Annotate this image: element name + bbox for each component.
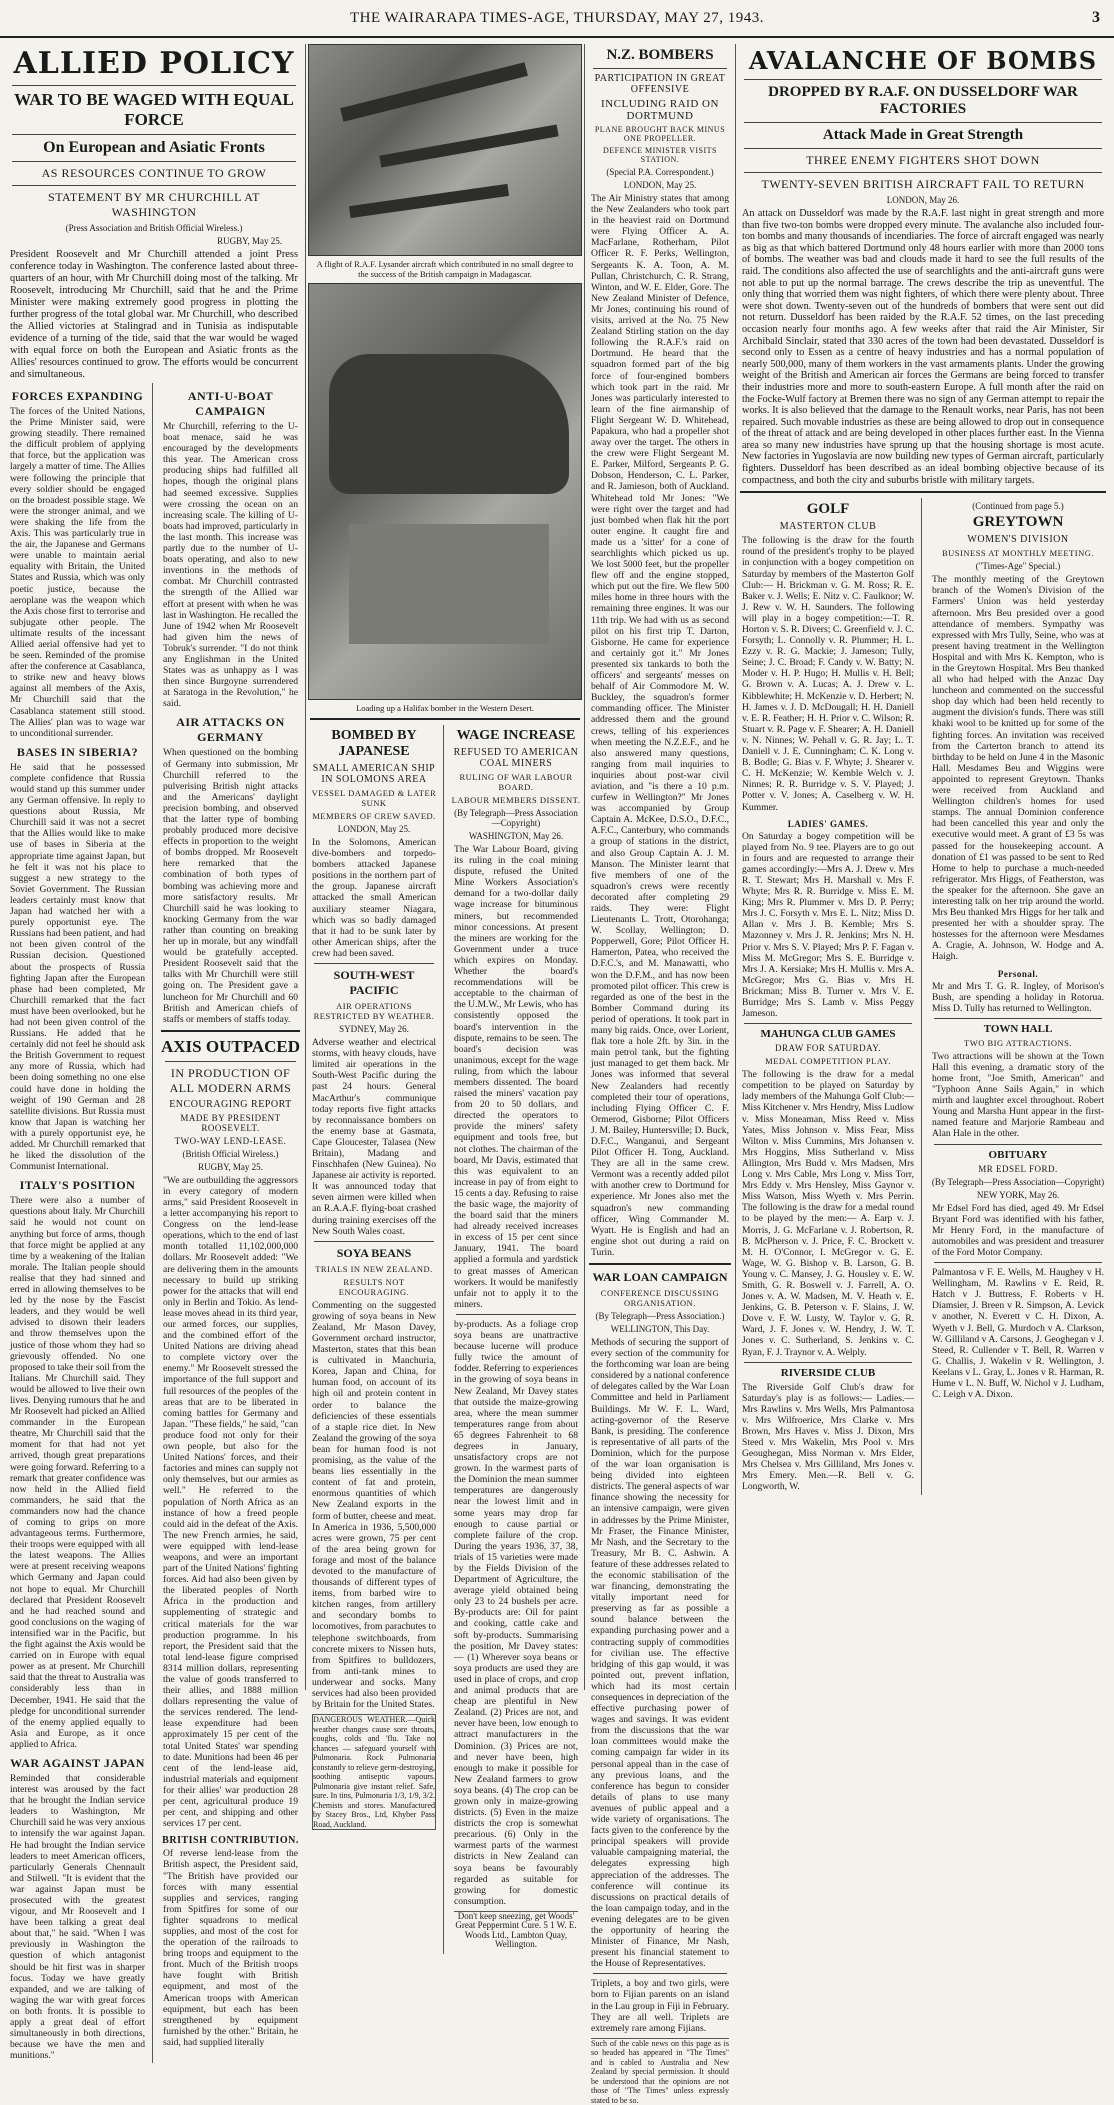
avalanche-dateline: LONDON, May 26. <box>886 195 960 205</box>
nz-bombers-article <box>587 44 733 2105</box>
lysander-photo <box>308 44 582 256</box>
avalanche-sub4: TWENTY-SEVEN BRITISH AIRCRAFT FAIL TO RETURN <box>761 177 1085 191</box>
avalanche-head: AVALANCHE OF BOMBS <box>748 46 1098 75</box>
greytown-head: GREYTOWN <box>972 514 1064 531</box>
greytown-body: The monthly meeting of the Greytown branch of the Women's Division of the Farmers' Union was held yesterday afternoon. Mrs Beu presided over a good attendance of members. Sympathy was expressed with Mrs Tully, Seine, who was at present having treatment in the Wellington Hospital and with Mrs K. Kempton, who is in the Greytown Hospital. Mrs Beu thanked all who had helped with the Anzac Day luncheon and commented on the successful shop day which had been held recently to augment the division's funds. There was still khaki wool to be knitted up for some of the fighting forces. An invitation was received from the Carterton branch to attend its birthday to be held on June 4 in the Masonic Hall. Mesdames Beu and Wiggins were appointed to represent Greytown. Thanks were received from Auckland and Wellington children's homes for used stamps. The annual Dominion conference had been cancelled this year and only the executive would meet. A grant of £3 5s was passed for the housekeeping account. A donation of £1 was passed to be sent to Red Home to help to purchase a much-needed refrigerator. Mrs Higgs, of Featherston, was the speaker for the afternoon. She gave an interesting talk on her trip around the world. Mrs Beu thanked Mrs Higgs for her talk and presented her with a shoulder spray. The hostesses for the afternoon were Mesdames A. Cragie, A. Johnson, W. Hodge and A. Haigh. <box>932 574 1104 963</box>
mahunga-body: The following is the draw for a medal competition to be played on Saturday by lady members of the Mahunga Golf Club:— Miss Kitchener v. Mrs Hendry, Miss Ludlow v. Miss Moneaman, Miss Reed v. Miss Yates, Miss Johnson v. Miss Fear, Miss Wilton v. Miss Cummins, Mrs Johansen v. Mrs Hoggins, Miss Sutherland v. Miss Allington, Mrs Budd v. Mrs Madsen, Mrs Long v. Mrs Cable, Mrs Long v. Miss Torr, Mrs Eddy v. Mrs Hensley, Miss Gaynor v. Miss Watson, Miss Wyeth v. Mrs Perrin. The following is the draw for a medal round to be played by the men:— A. Earp v. J. Morris, J. G. McFarlane v. J. Robertson, R. B. McPherson v. J. Price, F. C. Brockett v. M. H. O'Connor, I. McGregor v. G. E. Wage, W. G. Bishop v. B. Larson, G. B. Young v. C. Mansey, J. G. Housley v. E. W. Smith, G. R. Boswell v. J. Farrell, A. O. Jones v. A. W. Madsen, M. V. Heath v. E. Jenkins, G. B. Peterson v. F. Slains, J. W. Dove v. F. W. Lusty, W. Taylor v. G. R. Ward, J. F. Jones v. W. Hendry, J. W. T. Jones v. C. Sutherland, S. Jenkins v. C. Ryan, F. J. Traynor v. A. Welply. <box>742 1069 914 1358</box>
war-loan-credit: (By Telegraph—Press Association.) <box>595 1311 725 1321</box>
nz-bombers-sub4: DEFENCE MINISTER VISITS STATION. <box>602 146 718 164</box>
greytown-credit: ("Times-Age" Special.) <box>975 561 1061 572</box>
wage-sub: REFUSED TO AMERICAN COAL MINERS <box>453 747 579 769</box>
town-hall-head: TOWN HALL <box>983 1022 1053 1035</box>
obituary-sub: MR EDSEL FORD. <box>978 1163 1058 1174</box>
bombed-sub2: VESSEL DAMAGED & LATER SUNK <box>311 788 437 808</box>
italy-body: There were also a number of questions about Italy. Mr Churchill said he would not count on anything but force of arms, though that force might be applied at any time by a weakening of the Italian morale. The Italian people should realise that they had sinned and erred in allowing themselves to be led by the nose by the Fascist leaders, and they would be well advised to disown their leaders and throw themselves upon the justice of those whom they had so grievously offended. No one proposed to take their soil from the Italians. Mr Churchill said. They would be allowed to live their own lives. Denying rumours that he and Mr Roosevelt had picked an Allied commander in the European theatre, Mr Churchill said that the moment for that had not yet arrived, though great preparations were going forward. Referring to a remark that greater confidence was now held in the Allied field commanders, he said that the commanders now had the chance of coming to grips on more advantageous terms. Furthermore, their troops were equipped with all the latest weapons. The Allies were at present receiving weapons which Germany and Japan could not hope to equal. Mr Churchill declared that President Roosevelt and he had reached sound and good conclusions on the waging of intensified war in the Pacific, but the fight against the Axis would be carried on in Europe with equal power as at present. Mr Churchill said that the threat to Australia was considerably less than in December, 1941. He said that the pledge for unconditional surrender of the enemy applied equally to Asia and Europe, as it once applied to Africa. <box>10 1195 145 1750</box>
soya-continued-body: by-products. As a foliage crop soya beans are unattractive because lucerne will produce fully twice the amount of fodder. Referring to experiences in the growing of soya beans in New Zealand, Mr Davey states that outside the maize-growing area, where the mean summer temperatures range from about 65 degrees Fahrenheit to 68 degrees in January, unsatisfactory crops are not grown. In the warmest parts of the Dominion the mean summer temperatures are dangerously near the lowest limit and in some years may drop far enough to cause partial or complete failure of the crop. During the years 1936, 37, 38, trials of 15 varieties were made by the Fields Division of the Department of Agriculture, the average yield obtained being only 23 to 24 bushels per acre. By-products are: Oil for paint and cooking, cattle cake and soft by-products. Summarising the position, Mr Davey states:— (1) Wherever soya beans or soya products are used they are used in place of crops, and crop and animal products that are cheap are plentiful in New Zealand. (2) Prices are not, and never have been, low enough to attract manufacturers in the Dominion. (3) Prices are not, and never have been, high enough to make it possible for New Zealand farmers to grow soya beans. (4) The crop can be grown only in maize-growing districts. (5) Even in the maize districts the crop is somewhat precarious. (6) Only in the warmest parts of the warmest districts in New Zealand can soya beans be favourably regarded as suitable for growing for domestic consumption. <box>454 1318 578 1907</box>
wage-sub3: LABOUR MEMBERS DISSENT. <box>451 795 581 805</box>
ladies-body: On Saturday a bogey competition will be played from No. 9 tee. Players are to go out in fours and are requested to arrange their games accordingly:—Mrs A. J. Drew v. Mrs R. T. Stewart; Mrs H. Marshall v. Mrs F. Whyte; Mrs R. R. Burridge v. Miss E. M. King; Mrs R. Plummer v. Mrs D. P. Perry; Mrs J. C. Forsyth v. Mrs E. L. Nitz; Miss D. Allan v. Mrs J. B. Kemble; Mrs S. Mazonney v. Mrs J. R. Jenkins; Mrs N. H. Prior v. Mrs S. V. Played; Mrs P. F. Fagan v. Miss M. McGregor; Mrs S. E. Burridge v. Mrs J. A. Kersiake; Mrs H. Mullis v. Mrs A. McGregor; Mrs G. Bias v. Mrs H. Brickman; Miss B. Turner v. Mrs V. E. Burridge; Mrs S. Lamb v. Miss Peggy Jameson. <box>742 830 914 1020</box>
column-rule <box>735 44 736 1690</box>
allied-sub3: AS RESOURCES CONTINUE TO GROW <box>41 166 267 180</box>
axis-credit: (British Official Wireless.) <box>182 1148 279 1159</box>
photo-column <box>308 44 582 1950</box>
golf-sub: MASTERTON CLUB <box>779 521 877 533</box>
siberia-body: He said that he possessed complete confidence that Russia would stand up this summer under any German offensive. In reply to questions about Russia, Mr Churchill said it was not a secret that the Allies would like to make use of bases in Siberia at the appropriate time against Japan, but he felt it was not his place to suggest a new strategy to the Soviet Government. The Russian leaders certainly must know that Japan had watched her with a purely opportunist eye. The Russians had been patient, and had not been given control of the Russian decision. Questioned about the prospects of Russia fighting Japan after the European phase had been completed, Mr Churchill remarked that the fact must have been overlooked, but he had not been given control of the Russians. He added that he certainly did not feel he should ask the British Government to request any more of Russia, which had been doing something no one else could have done in holding the weight of 190 German and 28 satellite divisions. But Russia must know that Japan is watching her with a purely opportunist eye, he added. Mr Churchill remarked that he liked the dissolution of the Communist International. <box>10 761 145 1173</box>
mahunga-head: MAHUNGA CLUB GAMES <box>760 1028 896 1041</box>
allied-policy-article <box>6 44 302 2062</box>
bombed-sub: SMALL AMERICAN SHIP IN SOLOMONS AREA <box>312 763 436 785</box>
obituary-body: Mr Edsel Ford has died, aged 49. Mr Edsel Bryant Ford was identified with his father, Mr Henry Ford, in the manufacture of automobiles and was president and treasurer of the Ford Motor Company. <box>932 1202 1104 1258</box>
avalanche-sub3: THREE ENEMY FIGHTERS SHOT DOWN <box>806 153 1040 167</box>
swp-dateline: SYDNEY, May 26. <box>339 1024 409 1035</box>
nz-bombers-dateline: LONDON, May 25. <box>623 180 697 190</box>
halifax-photo <box>308 283 582 700</box>
bombed-head: BOMBED BY JAPANESE <box>331 728 417 759</box>
ladies-head: LADIES' GAMES. <box>787 818 869 829</box>
mahunga-sub2: MEDAL COMPETITION PLAY. <box>765 1056 891 1067</box>
obituary-credit: (By Telegraph—Press Association—Copyright) <box>931 1176 1105 1187</box>
wage-dateline: WASHINGTON, May 26. <box>468 831 564 841</box>
anti-uboat-head: ANTI-U-BOAT CAMPAIGN <box>187 389 274 418</box>
war-loan-sub: CONFERENCE DISCUSSING ORGANISATION. <box>600 1288 720 1308</box>
nz-bombers-head: N.Z. BOMBERS <box>606 47 714 63</box>
british-body: Of reverse lend-lease from the British aspect, the President said, "The British have provided our forces with many essential supplies and services, ranging from Spitfires for some of our fighter squadrons to medical supplies, and most of the cost for the operation of the railroads to bring troops and equipment to the front. Much of the British troops have fought with British equipment, and most of the American troops with American equipment, but each has been strengthened by equipment furnished by the other." Britain, he said, had supplied literally <box>163 1848 298 2048</box>
swp-sub: AIR OPERATIONS RESTRICTED BY WEATHER. <box>313 1001 435 1022</box>
bombed-sub3: MEMBERS OF CREW SAVED. <box>312 811 436 821</box>
wage-body: The War Labour Board, giving its ruling in the coal mining dispute, refused the United Mine Workers Association's demand for a two-dollar daily wage increase for bituminous miners, but recommended minor concessions. At present the miners are working for the Government under a truce which expires on Monday. Whether the board's recommendations will be acceptable to the chairman of the U.M.W., Mr Lewis, who has consistently opposed the board's intervention in the dispute, remains to be seen. The board's decision was unanimous, except for the wage ruling, from which the labour members dissented. The board raised the miners' vacation pay from 20 to 50 dollars, and directed the operators to provide the miners' safety equipment and tools free, but not clothes. The chairman of the board, Mr Davis, estimated that this was equivalent to an increase in pay of from eight to 15 cents a day. Refusing to raise the basic wage, the majority of the board said that the miners had already received increases in excess of 15 per cent since January, 1941. The board applied a formula and yardstick to great masses of American workers. It would be manifestly unfair not to apply it to the miners. <box>454 844 578 1310</box>
greytown-sub2: BUSINESS AT MONTHLY MEETING. <box>942 548 1094 559</box>
masthead <box>0 0 1114 38</box>
personal-body: Mr and Mrs T. G. R. Ingley, of Morison's Bush, are spending a holiday in Rotorua. Miss D. Tully has returned to Wellington. <box>932 980 1104 1014</box>
greytown-cont: (Continued from page 5.) <box>972 501 1064 512</box>
greytown-sub: WOMEN'S DIVISION <box>967 534 1069 546</box>
riverside-continued: Palmantosa v F. E. Wells, M. Haughey v H. Wellingham, M. Rawlins v E. Reid, R. Hatch v J. Buttress, F. Roberts v H. Diamsier, J. Breen v R. Simpson, A. Levick v another, N. Everett v C. H. Dixon, A. Wyeth v J. Bell, G. Murdoch v A. Clarkson, W. Gilliland v A. Carsons, J. Geoghegan v J. Steed, R. Cullender v T. Bell, R. Warren v G. Challis, J. Wakelin v R. Wellington, J. Keelans v L. Gray, L. Jones v R. Harman, R. Hume v L. N. Buff, W. Nichol v J. Ludham, C. Leigh v A. Dixon. <box>932 1267 1104 1401</box>
cable-note: Such of the cable news on this page as is so headed has appeared in "The Times" and is cabled to Australia and New Zealand by special permission. It should be understood that the opinions are not those of "The Times" unless expressly stated to be so. <box>591 2038 729 2105</box>
lysander-caption: A flight of R.A.F. Lysander aircraft which contributed in no small degree to the success of the British campaign in Madagascar. <box>316 259 574 279</box>
column-rule <box>584 44 585 1690</box>
allied-sub2: On European and Asiatic Fronts <box>43 139 265 156</box>
war-loan-head: WAR LOAN CAMPAIGN <box>592 1270 728 1284</box>
bombed-dateline: LONDON, May 25. <box>337 824 411 834</box>
allied-headline: ALLIED POLICY <box>13 46 295 81</box>
column-rule <box>305 44 306 1690</box>
halifax-caption: Loading up a Halifax bomber in the Western Desert. <box>356 703 534 713</box>
woods-ad: Don't keep sneezing, get Woods' Great Peppermint Cure. 5 1 W. E. Woods Ltd., Lambton Quay, Wellington. <box>455 1910 577 1950</box>
allied-dateline: RUGBY, May 25. <box>217 236 282 246</box>
personal-head: Personal. <box>997 968 1039 979</box>
page-number: 3 <box>1092 9 1100 26</box>
allied-lead: President Roosevelt and Mr Churchill attended a joint Press conference today in Washington. The conference lasted about three-quarters of an hour, with Mr Churchill doing most of the talking. Mr Roosevelt, introducing Mr Churchill, said that he and the Prime Minister were making extremely good progress in plotting the further progress of the total global war. Mr Churchill, who described the Allied victories at Stalingrad and in Tunisia as indisputable evidence of a turning of the tide, said that the war would be waged with equal force on both the European and Asiatic fronts as the Allies' resources continued to grow. The efforts would be concurrent and simultaneous. <box>10 249 298 380</box>
axis-dateline: RUGBY, May 25. <box>198 1161 263 1172</box>
anti-uboat-body: Mr Churchill, referring to the U-boat menace, said he was encouraged by the developments this year. The American cross producing ships had fulfilled all hopes, though the original plans had seemed excessive. Supplies were crossing the ocean on an increasing scale. The killing of U-boats had improved, particularly in the last month. This increase was partly due to the number of U-boats operating, and also to new inventions in the methods of combat. Mr Churchill contrasted the strength of the Allied war effort at present with when he was last in Washington. He recalled the June of 1942 when Mr Roosevelt had given him the news of Tobruk's surrender. "I do not think any Englishman in the United States was as unhappy as I was then since Burgoyne surrendered at Saratoga in the Revolution," he said. <box>163 421 298 710</box>
obituary-dateline: NEW YORK, May 26. <box>976 1189 1060 1200</box>
mahunga-sub: DRAW FOR SATURDAY. <box>775 1043 881 1054</box>
swp-body: Adverse weather and electrical storms, with heavy clouds, have limited air operations in the South-West Pacific during the past 24 hours. General MacArthur's communique today reports five fight attacks by reconnaissance bombers on the enemy base at Gasmata, Cape Gloucester, Talasea (New Britain), Madang and Finschhafen (New Guinea). No Japanese air activity is reported. It was announced today that seven airmen were killed when an R.A.A.F. flying-boat crashed during training exercises off the New South Wales coast. <box>312 1037 436 1237</box>
forces-head: FORCES EXPANDING <box>11 389 144 403</box>
axis-sub3: MADE BY PRESIDENT ROOSEVELT. <box>180 1112 281 1133</box>
masthead-title: THE WAIRARAPA TIMES-AGE, THURSDAY, MAY 27, 1943. <box>349 10 765 26</box>
wage-head: WAGE INCREASE <box>456 728 576 743</box>
avalanche-body: An attack on Dusseldorf was made by the R.A.F. last night in great strength and more than five two-ton bombs were dropped every minute. The avalanche also included four-ton bombs and many thousands of incendiaries. The force of aircraft engaged was nearly as big as that which battered Dortmund only 48 hours earlier with more than 2000 tons of bombs. The weather was bad and clouds made it hard to see the full results of the raid. The conditions also affected the use of searchlights and the anti-aircraft guns were not able to put up the normal barrage. The crews describe the trip as uneventful. The only thing that worried them was night fighters, of which there were plenty about. Three were shot down. Twenty-seven out of the hundreds of bombers that were sent out did not return. Dusseldorf has been raided by the R.A.F. 52 times, on the last preceding occasion nearly four months ago. A few weeks after that raid the Air Minister, Sir Archibald Sinclair, stated that 330 acres of the town had been devastated. Dusseldorf is second only to Essen as a centre of heavy industries and has a normal population of nearly 500,000, many of them workers in the vast armaments plants. Under the growing weight of the British and American air forces the Germans are being forced to transfer their industries more and more to south-eastern Europe. A full month after the raid on the Focke-Wulf factory at Bremen there was no sign of any German attempt to repair the works. It is also believed that the damage to the Renault works, near Paris, has not been repaired. Such movable industries as these are being allowed to drop out in consequence of the threat of attack and are being developed in other places further east. In the Vienna area so many new industries have sprung up that the housing shortage is most acute. New factories in Yugoslavia are now building new types of German aircraft, particularly fighters. Dusseldorf has been described as an ideal bombing objective because of its compactness, and both the city and suburbs bristle with military targets. <box>742 208 1104 486</box>
golf-head: GOLF <box>806 501 850 518</box>
japan-head: WAR AGAINST JAPAN <box>10 1755 145 1770</box>
japan-body: Reminded that considerable interest was aroused by the fact that he brought the Indian service leaders to Washington, Mr Churchill said he was very anxious to intensify the war against Japan. He had brought the Indian service leaders to meet American officers, particularly Generals Chennault and Stilwell. "It is evident that the war against Japan must be prosecuted with the greatest vigour, and Mr Roosevelt and I have been talking a great deal about that," he said. "When I was previously in Washington the question of which antagonist should be hit first was in sharper focus. Today we have greatly expanded, and we are talking of waging the war with great forces on both fronts. It is possible to apply a great deal of effort simultaneously in both directions, because we have the men and munitions." <box>10 1772 145 2062</box>
wage-credit: (By Telegraph—Press Association—Copyright) <box>454 808 578 828</box>
avalanche-sub: DROPPED BY R.A.F. ON DUSSELDORF WAR FACTORIES <box>768 84 1078 117</box>
soya-body: Commenting on the suggested growing of soya beans in New Zealand, Mr Mason Davey, Government orchard instructor, Masterton, states that this bean is cultivated in Manchuria, Korea, Japan and China, for human food, on account of its high oil and protein content in order to balance the deficiencies of these essentials of a staple rice diet. In New Zealand the growing of the soya bean for human food is not promising, as the value of the beans lies essentially in the content of fat and protein, enormous quantities of which New Zealand exports in the form of butter, cheese and meat. In America in 1936, 5,500,000 acres were grown, 75 per cent of the area being grown for forage and most of the balance devoted to the manufacture of thousands of different types of items, from barbed wire to kitchen ranges, from artillery and secondary bombs to locomotives, from parachutes to telephone switchboards, from concrete mixers to Nissen huts, from Spitfires to bulldozers, from anti-tank mines to underwear and socks. Many services had also been provided by Britain for the United States. <box>312 1299 436 1711</box>
axis-body: "We are outbuilding the aggressors in every category of modern arms," said President Roosevelt in a letter accompanying his report to Congress on the lend-lease operations, which to the end of last month totalled 11,102,000,000 dollars. Mr Roosevelt added: "We are delivering them in the amounts necessary to build up striking power for the attacks that will end only in Berlin and Tokio. As lend-lease moves ahead in its third year, our armed forces, our supplies, and the combined effort of the United Nations are driving ahead to complete victory over the enemy." Mr Roosevelt stressed the importance of the full support and full resources of the peoples of the areas that are to be liberated in coming battles for Germany and Japan. "These fields," he said, "can produce food not only for their own people, but also for the United Nations' forces, and their factories and mines can supply not only themselves, but our armies as well." He referred to the population of North Africa as an instance of how a freed people could aid in the defeat of the Axis. The new French armies, he said, were equipped with lend-lease weapons, and were an important part of the United Nations' fighting forces. Aid had also been given by the liberated peoples of North Africa in the production and supplementing of strategic and critical materials for the war production programme. In his report, the President said that the total lend-lease figure comprised 8314 million dollars, representing the value of goods transferred to their allies, and 1888 million dollars representing the value of the services rendered. The lend-lease expenditure had been approximately 15 per cent of the total United States' war spending to date. Munitions had been 46 per cent of the lend-lease aid, industrial materials and equipment for their allies' war production 28 per cent, agricultural produce 19 per cent, and shipping and other services 17 per cent. <box>163 1174 298 1830</box>
triplets-note: Triplets, a boy and two girls, were born to Fijian parents on an island in the Lau group in Fiji in February. They are all well. Triplets are extremely rare among Fijians. <box>591 1978 729 2034</box>
town-hall-body: Two attractions will be shown at the Town Hall this evening, a dramatic story of the home front, "Joe Smith, American" and "Typhoon Anne Sails Again," in which mirth and laughter excel throughout. Robert Young and Marsha Hunt appear in the first-named feature and Marjorie Rambeau and Alan Hale in the other. <box>932 1050 1104 1140</box>
avalanche-column <box>738 44 1108 1690</box>
italy-head: ITALY'S POSITION <box>19 1178 136 1193</box>
riverside-body: The Riverside Golf Club's draw for Saturday's play is as follows:— Ladies.—Mrs Rawlins v. Mrs Wells, Mrs Palmantosa v. Mrs Wilfroerice, Mrs Clarke v. Mrs Brown, Mrs Haves v. Miss J. Dixon, Mrs Steed v. Mrs Wakelin, Mrs Pool v. Mrs Geoughegan, Miss Norman v. Mrs Elder, Mrs Chelsea v. Mrs Gilliland, Mrs Jones v. Mrs Emery. Men.—R. Bell v. G. Longworth, W. <box>742 1381 914 1493</box>
soya-sub2: RESULTS NOT ENCOURAGING. <box>338 1276 410 1297</box>
town-hall-sub: TWO BIG ATTRACTIONS. <box>964 1037 1072 1048</box>
dangerous-weather-ad: DANGEROUS WEATHER.—Quick weather changes cause sore throats, coughs, colds and 'flu. Take no chances — safeguard yourself with Pulmonaria. Rock Pulmonaria constantly to relieve germ-destroying, soothing antiseptic vapours. Pulmonaria give instant relief. Safe, sure. In tins, Pulmonaria 1/3, 1/9, 3/2. Chemists and stores. Manufactured by Stacey Bros., Ltd, Khyber Pass Road, Auckland. <box>313 1715 435 1829</box>
avalanche-sub2: Attack Made in Great Strength <box>822 127 1024 143</box>
allied-credit: (Press Association and British Official Wireless.) <box>65 223 243 233</box>
nz-bombers-credit: (Special P.A. Correspondent.) <box>606 167 714 177</box>
riverside-head: RIVERSIDE CLUB <box>780 1366 876 1379</box>
nz-bombers-sub2: INCLUDING RAID ON DORTMUND <box>601 98 719 122</box>
axis-head: AXIS OUTPACED <box>160 1036 300 1056</box>
axis-sub2: ENCOURAGING REPORT <box>169 1098 292 1110</box>
siberia-head: BASES IN SIBERIA? <box>16 744 139 759</box>
bombed-body: In the Solomons, American dive-bombers and torpedo-bombers attacked Japanese positions in the northern part of the group. Japanese aircraft attacked the small American auxiliary steamer Niagara, which was so badly damaged that it had to be sunk later by other American ships, after the crew had been saved. <box>312 837 436 959</box>
air-attacks-head: AIR ATTACKS ON GERMANY <box>176 715 285 745</box>
air-attacks-body: When questioned on the bombing of Germany into submission, Mr Churchill referred to the pulverising British night attacks and the Americans' daylight precision bombing, and observed that the latter type of bombing probably produced more decisive effects in proportion to the weight of bombs dropped. Mr Roosevelt here remarked that the combination of both types of bombing was achieving more and more satisfactory results. Mr Churchill said he was looking to knocking Germany from the war rather than counting on breaking her up in morale, but any windfall would be gratefully accepted. President Roosevelt said that the talks with Mr Churchill were still going on. The President gave a luncheon for Mr Churchill and 60 British and American chiefs of staffs or members of staffs today. <box>163 747 298 1025</box>
swp-head: SOUTH-WEST PACIFIC <box>333 968 415 998</box>
allied-sub4: STATEMENT BY MR CHURCHILL AT WASHINGTON <box>48 190 260 219</box>
wage-sub2: RULING OF WAR LABOUR BOARD. <box>459 772 573 792</box>
nz-bombers-sub: PARTICIPATION IN GREAT OFFENSIVE <box>594 73 726 95</box>
forces-body: The forces of the United Nations, the Prime Minister said, were growing steadily. There remained the difficult problem of applying that force, but the application was largely a matter of time. The Allies were following the principle that every soldier should be engaged on the broadest possible stage. We were the stronger animal, and we were shaking the life from the Axis. This was particularly true in the air, the Japanese and Germans were unable to maintain aerial equality with Britain, the United States and Russia, which was only poetic justice, because the aeroplane was the weapon which the Axis chose first to terrorise and subjugate other people. The ultimate results of the incessant Allied aerial offensive had yet to be seen. Reminded of the promise after the conference at Casablanca, to strike new and heavy blows against all members of the Axis, Mr Churchill said that the Casablanca statement still stood. The Allies' plan was to wage war to unconditional surrender. <box>10 406 145 739</box>
axis-sub4: TWO-WAY LEND-LEASE. <box>174 1135 287 1146</box>
soya-head: SOYA BEANS <box>336 1245 412 1260</box>
obituary-head: OBITUARY <box>988 1148 1048 1161</box>
nz-bombers-body: The Air Ministry states that among the New Zealanders who took part in the heaviest raid on Dortmund were Flying Officer A. A. MacFarlane, Rotherham, Pilot Officer R. F. Perks, Wellington, Sergeants K. A. Toon, A. M. Pullan, Christchurch, C. R. Strang, Winton, and W. E. Elder, Gore. The New Zealand Minister of Defence, Mr Jones, continuing his round of visits, arrived at the No. 75 New Zealand Stirling station on the day following the R.A.F.'s raid on Dortmund. He heard that the squadron formed part of the big force of four-engined bombers which took part in the raid. Mr Jones was particularly interested to learn of the fine airmanship of Flight Sergeant W. D. Whitehead, Papakura, who had a propeller shot away over the target. The others in the crew were Flight Sergeant M. E. Parker, Milford, Sergeants P. G. Dobson, Henderson, C. L. Parker, and R. Jamieson, both of Auckland. Whitehead told Mr Jones: "We were right over the target and had just bombed when flak hit the port outer engine. It caught fire and made us a 'sitter' for a cone of searchlights which picked us up. We lost 5000 feet, but the propeller flew off and the engine stopped, which put out the fire. We flew 500 miles home in three hours with the remaining three engines. It was our 11th trip. We had with us as second pilot on his first trip T. Darton, Gisborne. He came for experience and certainly got it." Mr Jones presented six tankards to both the officers' and sergeants' messes on behalf of Air Commodore M. W. Buckley, the squadron's former commanding officer. The Minister addressed them and the ground crews, telling of his experiences when meeting the N.Z.E.F., and he also answered many questions, ranging from mail inquiries to inquiries about post-war civil aviation, and "is there a 10 p.m. curfew in Wellington?" Mr Jones was accompanied by Group Captain A. McKee, D.S.O., D.F.C., A.F.C., Canterbury, who commands a group of stations in the district, and also Group Captain A. J. M. Manson. The Minister learnt that five members of one of the squadron's crews were recently decorated after completing 29 raids. They were: Flight Lieutenants L. Trott, Otorohanga; W. Scollay, Wellington; D. Popperwell, Gore; Pilot Officer H. Hamerton, Patea, who received the D.F.C.'s, and M. Manawatti, who won the D.F.M., and has now been promoted pilot officer. This crew is regarded as one of the best in the Bomber Command during its period of operations. It took part in many big raids. Once, over Lorient, flak tore a hole 2ft. by 3in. in the main petrol tank, but the fighting just managed to get them back. Mr Jones was informed that several New Zealanders had recently completed their tour of operations, including Flying Officer C. F. Ormerod, Gisborne; Pilot Officers J. M. Bailey, Huntersville; D. Buck, D.F.C., Wanganui, and Sergeant Pilot Officer H. Tong, Auckland. They are all in the same crew. Vermont was a recently added pilot with another crew to Dortmund for experience. Mr Jones also met the squadron's new commanding officer, Wing Commander M. Wyatt. He is English and had an engine shot out during a raid on Turin. <box>591 193 729 1258</box>
golf-body: The following is the draw for the fourth round of the president's trophy to be played in conjunction with a bogey competition on Saturday by members of the Masterton Golf Club:— H. Brickman v. G. M. Ross; R. E. Baker v. J. Wells; E. Nitz v. C. Faulknor; W. J. Rew v. W. H. Saunders. The following will play in a bogey competition:—T. R. Horton v. S. R. Divers; C. Greenfield v. J. C. Forsyth; L. Connolly v. R. Plummer; H. L. Ezzy v. R. G. Mackie; J. Jameson; Tully, Seine; J. C. Broad; F. Candy v. W. Batty; N. Moder v. H. P. Hugo; H. Mullis v. H. Bell; G. Brown v. A. Lucas; A. J. Drew v. L. Kibblewhite; H. McKenzie v. D. Herbert; N. H. James v. J. D. McDougall; H. H. Daniell v. E. R. Feather; H. H. Prior v. C. Wilson; R. Stuart v. R. Page v. F. Shearer; A. H. Daniell v. N. Ninnes; W. Pehall v. G. R. Jay; L. T. Daniell v. J. E. Cunningham; C. K. Long v. B. Bodle; G. Bias v. F. Whyte; J. Shearer v. C. H. McKenzie; W. Kemble Welch v. J. Ninnes; R. R. Burridge v. S. V. Played; J. Potter v. V. Jones; A. Caselberg v. W. H. Kummer. <box>742 535 914 813</box>
nz-bombers-sub3: PLANE BROUGHT BACK MINUS ONE PROPELLER. <box>594 125 726 143</box>
war-loan-dateline: WELLINGTON, This Day. <box>610 1324 710 1334</box>
british-head: BRITISH CONTRIBUTION. <box>162 1835 299 1847</box>
axis-sub: IN PRODUCTION OF ALL MODERN ARMS <box>169 1065 292 1095</box>
war-loan-body: Methods of securing the support of every section of the community for the forthcoming war loan are being considered by a national conference of delegates called by the War Loan Committee and held in Parliament Buildings. Mr W. F. L. Ward, acting-governor of the Reserve Bank, is presiding. The conference is representative of all parts of the Dominion, which for the purpose of the war loan organisation is being divided into eighteen districts. The general aspects of war finance showing the necessity for an intensive campaign, were given in addresses by the Prime Minister, Mr Fraser, the Finance Minister, Mr Nash, and the Secretary to the Treasury, Mr B. C. Ashwin. A feature of these addresses related to the economic stabilisation of the war financing, demonstrating the vitally important need for preserving as far as possible a sound balance between the expanding purchasing power and a contracting supply of commodities for civilian use. The effective bridging of this gap would, it was pointed out, prevent inflation, which had its most certain consequences in depreciation of the effective purchasing power of wages and savings. It was evident from the discussions that the war loan committees would make the coming campaign far wider in its personal appeal than in the case of any previous loans, and the conference has begun to consider details of plans to use many avenues of public appeal and a wide variety of organisations. The facts given to the conference by the principal speakers will provide valuable campaigning material, the delegates expressing high appreciation of the addresses. The conference will continue its discussions on practical details of the loan campaign today, and in the evening delegates are to be given the opportunity of hearing the Minister of Finance, Mr Nash, present his financial statement to the House of Representatives. <box>591 1337 729 1970</box>
soya-sub: TRIALS IN NEW ZEALAND. <box>315 1263 433 1274</box>
allied-sub1: WAR TO BE WAGED WITH EQUAL FORCE <box>14 90 294 129</box>
